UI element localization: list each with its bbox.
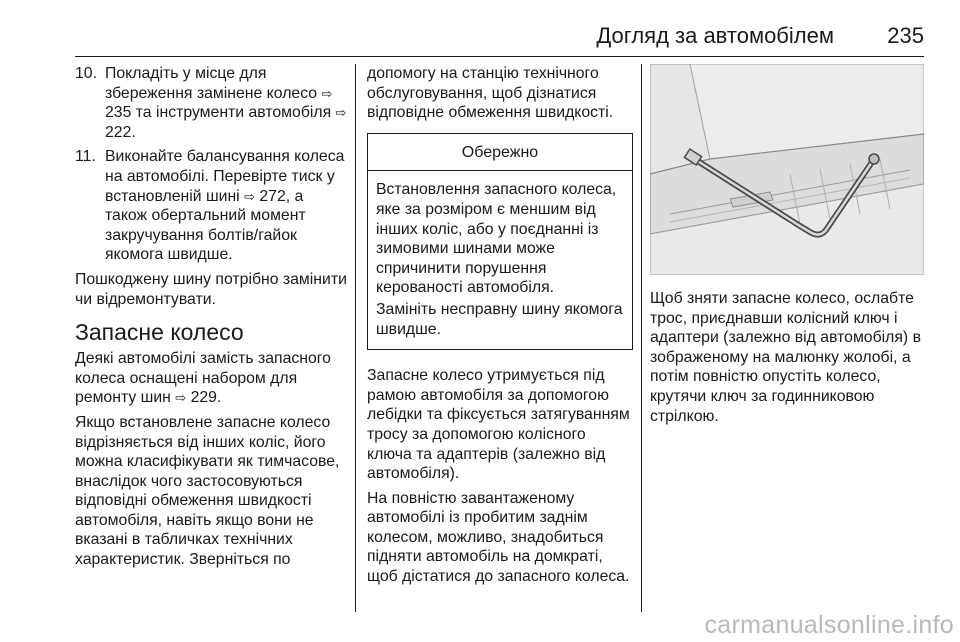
paragraph: Якщо встановлене запасне колесо відрізняється від інших коліс, його можна класифікувати як тимчасове, внаслідок чого застосовуються відповідні обмеження швидкості автомобіля, навіть якщо вони не вказані в табличках технічних характеристик. Зверніться по [75,413,340,569]
wheel-wrench-drawing [650,64,924,275]
paragraph [75,349,347,408]
page-title: Догляд за автомобілем [596,23,834,48]
warning-box [367,133,633,350]
step-text: Виконайте балансування колеса на автомобілі. Перевірте тиск у встановленій шині [105,148,345,205]
paragraph: Запасне колесо утримується під рамою автомобіля за допомогою лебідки та фіксується затягуванням тросу за допомогою колісного ключа та адаптерів (залежно від автомобіля). [367,367,630,483]
step-number: 10. [75,65,97,82]
paragraph: На повністю завантаженому автомобілі із пробитим заднім колесом, можливо, знадобиться підняти автомобіль на домкраті, щоб дістатися до запасного колеса. [367,489,630,586]
arrow-right-icon: ⇨ [321,85,333,101]
page-header [75,0,924,57]
section-heading: Запасне колесо [75,319,244,346]
spare-wheel-illustration [650,64,924,275]
page-reference-link[interactable]: 235 [105,104,132,122]
step-text: та інструменти автомобіля [131,104,336,122]
paragraph: допомогу на станцію технічного обслуговування, щоб дізнатися відповідне обмеження швидкості. [367,65,614,122]
step-text: а також обертальний момент закручування болтів/гайок якомога швидше. [105,187,306,264]
column-right [650,64,926,431]
column-divider [641,64,642,612]
watermark: carmanualsonline.info [704,611,954,639]
warning-text: Замініть несправну шину якомога швидше. [376,300,623,338]
column-left [75,64,347,575]
paragraph: Щоб зняти запасне колесо, ослабте трос, приєднавши колісний ключ і адаптери (залежно від автомобіля) в зображеному на малюнку жолобі, а потім повністю опустіть колесо, крутячи ключ за годинниковою стрілкою. [650,290,921,425]
column-middle [367,64,633,592]
step-11 [75,147,347,265]
step-10 [75,64,347,142]
warning-title: Обережно [368,134,632,172]
paragraph-text: Деякі автомобілі замість запасного колеса оснащені набором для ремонту шин [75,350,331,407]
column-divider [355,64,356,612]
step-number: 11. [75,148,96,166]
page-reference-link[interactable]: 272, [259,187,291,205]
page-reference-link[interactable]: 229. [190,389,222,407]
arrow-right-icon: ⇨ [175,390,187,406]
step-text: Покладіть у місце для збереження замінене колесо [105,65,322,102]
page-number: 235 [887,23,924,48]
arrow-right-icon: ⇨ [335,105,347,121]
paragraph: Пошкоджену шину потрібно замінити чи відремонтувати. [75,270,347,308]
page-reference-link[interactable]: 222. [105,123,136,141]
warning-text: Встановлення запасного колеса, яке за розміром є меншим від інших коліс, або у поєднанні із зимовими шинами може спричинити порушення керованості автомобіля. [376,181,617,297]
warning-body [368,171,632,349]
arrow-right-icon: ⇨ [244,188,255,204]
